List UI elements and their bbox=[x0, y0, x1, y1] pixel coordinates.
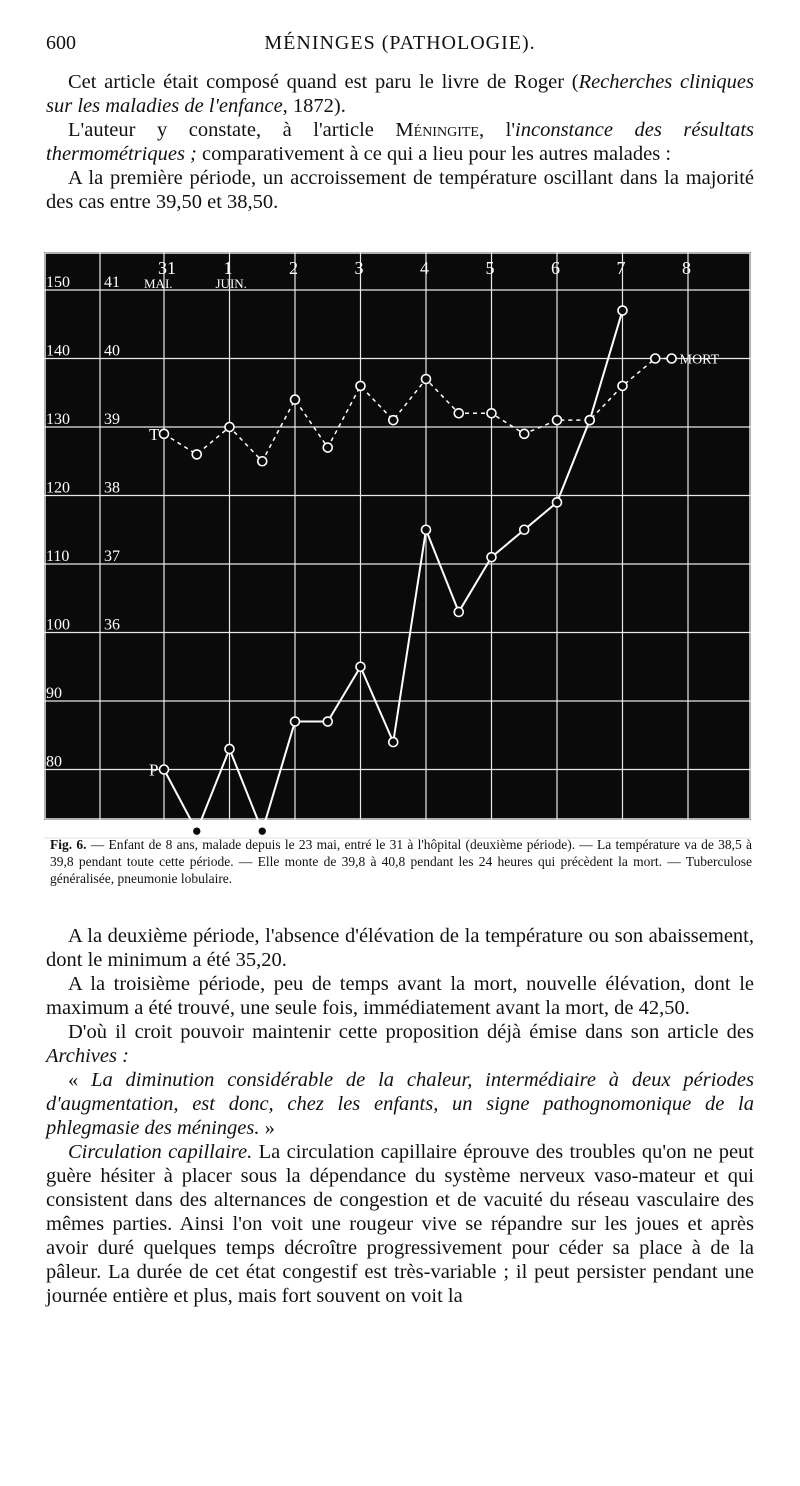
month-label-juin: JUIN. bbox=[215, 276, 247, 291]
series-label-t: T bbox=[149, 424, 160, 444]
annotation-mort: MORT bbox=[679, 352, 720, 368]
pulse-point bbox=[258, 827, 267, 836]
month-label-mai: MAI. bbox=[144, 276, 173, 291]
temperature-point bbox=[487, 409, 496, 418]
pulse-point bbox=[291, 717, 300, 726]
day-tick-label: 7 bbox=[616, 258, 626, 278]
book-title: Recherches cliniques sur les maladies de l'enfance bbox=[46, 71, 754, 117]
pulse-point bbox=[225, 744, 234, 753]
temperature-point bbox=[258, 457, 267, 466]
day-tick-label: 4 bbox=[420, 258, 429, 278]
text-block-top bbox=[46, 70, 754, 214]
caption-text: — Enfant de 8 ans, malade depuis le 23 mai, entré le 31 à l'hôpital (deuxième période). — La température va de 38,5 à 39,8 pendant toute cette période. — Elle monte de 39,8 à 40,8 pendant les 24 heures qui précèdent la mort. — Tuberculose généralisée, pneumonie lobulaire. bbox=[50, 837, 752, 886]
temperature-tick-label: 36 bbox=[104, 616, 120, 634]
text-run: , 1872). bbox=[282, 95, 346, 117]
text-run: comparativement à ce qui a lieu pour les autres malades : bbox=[196, 143, 672, 165]
pulse-tick-label: 150 bbox=[46, 274, 70, 291]
page-number: 600 bbox=[46, 32, 76, 54]
pulse-point bbox=[618, 306, 627, 315]
temperature-tick-label: 41 bbox=[104, 274, 120, 291]
pulse-point bbox=[356, 662, 365, 671]
temperature-point bbox=[667, 354, 676, 363]
temperature-point bbox=[160, 429, 169, 438]
pulse-tick-label: 140 bbox=[46, 342, 70, 360]
pulse-point bbox=[454, 607, 463, 616]
temperature-pulse-chart bbox=[44, 252, 751, 839]
pulse-tick-label: 100 bbox=[46, 616, 70, 634]
figure-number: Fig. 6. bbox=[50, 837, 87, 852]
paragraph-circulation bbox=[46, 1140, 754, 1308]
pulse-tick-label: 70 bbox=[46, 822, 62, 839]
chart-background bbox=[44, 252, 751, 820]
quotation: La diminution considérable de la chaleur, intermédiaire à deux périodes d'augmentation, est donc, chez les enfants, un signe pathognomonique de la phlegmasie des méninges. bbox=[46, 1069, 754, 1139]
pulse-tick-label: 90 bbox=[46, 685, 62, 702]
temperature-point bbox=[291, 395, 300, 404]
article-name: Méningite bbox=[395, 119, 479, 141]
temperature-point bbox=[454, 409, 463, 418]
temperature-point bbox=[520, 429, 529, 438]
paragraph-quotation bbox=[46, 1068, 754, 1140]
paragraph-deuxieme-periode: A la deuxième période, l'absence d'élévation de la température ou son abaissement, dont le minimum a été 35,20. bbox=[46, 925, 754, 971]
pulse-tick-label: 130 bbox=[46, 411, 70, 428]
emphasis: inconstance des résultats thermométriques ; bbox=[46, 119, 754, 165]
pulse-tick-label: 80 bbox=[46, 753, 62, 771]
day-tick-label: 5 bbox=[485, 258, 495, 278]
temperature-point bbox=[553, 416, 562, 425]
emphasis: Archives : bbox=[46, 1045, 129, 1067]
text-run: L'auteur y constate, à l'article bbox=[68, 119, 396, 141]
temperature-tick-label: 37 bbox=[104, 548, 120, 565]
paragraph-premiere-periode: A la première période, un accroissement de température oscillant dans la majorité des cas entre 39,50 et 38,50. bbox=[46, 167, 754, 213]
text-run: La circulation capillaire éprouve des troubles qu'on ne peut guère hésiter à placer sous la dépendance du système nerveux vaso-mateur et qui consistent dans des alternances de congestion et de vacuité du réseau vasculaire des mêmes parties. Ainsi l'on voit une rougeur vive se répandre sur les joues et après avoir duré quelques temps décroître progressivement pour céder sa place à de la pâleur. La durée de cet état congestif est très-variable ; il peut persister pendant une journée entière et plus, mais fort souvent on voit la bbox=[46, 1141, 754, 1307]
pulse-point bbox=[585, 416, 594, 425]
pulse-point bbox=[323, 717, 332, 726]
day-tick-label: 8 bbox=[682, 258, 691, 278]
page-header bbox=[46, 32, 754, 62]
temperature-tick-label: 38 bbox=[104, 479, 120, 497]
pulse-tick-label: 110 bbox=[46, 548, 70, 565]
paragraph-troisieme-periode: A la troisième période, peu de temps avant la mort, nouvelle élévation, dont le maximum a été trouvé, une seule fois, immédiatement avant la mort, de 42,50. bbox=[46, 973, 754, 1019]
text-run: D'où il croit pouvoir maintenir cette proposition déjà émise dans son article des bbox=[68, 1021, 754, 1043]
temperature-point bbox=[618, 381, 627, 390]
temperature-tick-label: 40 bbox=[104, 342, 120, 360]
figure-caption bbox=[50, 836, 752, 887]
series-label-p: P bbox=[149, 760, 159, 780]
pulse-tick-label: 120 bbox=[46, 479, 70, 497]
pulse-point bbox=[520, 525, 529, 534]
running-title: MÉNINGES (PATHOLOGIE). bbox=[264, 32, 536, 54]
text-block-bottom bbox=[46, 924, 754, 1308]
temperature-point bbox=[651, 354, 660, 363]
temperature-point bbox=[192, 450, 201, 459]
day-tick-label: 31 bbox=[158, 258, 176, 278]
paragraph-auteur bbox=[46, 118, 754, 166]
temperature-point bbox=[422, 375, 431, 384]
temperature-point bbox=[323, 443, 332, 452]
paragraph-roger bbox=[46, 70, 754, 118]
text-run: Cet article était composé quand est paru le livre de Roger ( bbox=[68, 71, 579, 93]
day-tick-label: 2 bbox=[289, 258, 298, 278]
pulse-point bbox=[192, 827, 201, 836]
temperature-point bbox=[225, 423, 234, 432]
temperature-tick-label: 39 bbox=[104, 411, 120, 428]
temperature-point bbox=[356, 381, 365, 390]
text-run: « bbox=[68, 1069, 92, 1091]
text-run: , l' bbox=[478, 119, 516, 141]
day-tick-label: 6 bbox=[551, 258, 560, 278]
pulse-point bbox=[422, 525, 431, 534]
pulse-point bbox=[487, 553, 496, 562]
pulse-point bbox=[389, 738, 398, 747]
pulse-point bbox=[553, 498, 562, 507]
day-tick-label: 1 bbox=[223, 258, 233, 278]
section-heading: Circulation capillaire. bbox=[68, 1141, 253, 1163]
text-run: » bbox=[259, 1117, 275, 1139]
paragraph-archives bbox=[46, 1020, 754, 1068]
temperature-point bbox=[389, 416, 398, 425]
day-tick-label: 3 bbox=[354, 258, 364, 278]
pulse-point bbox=[160, 765, 169, 774]
